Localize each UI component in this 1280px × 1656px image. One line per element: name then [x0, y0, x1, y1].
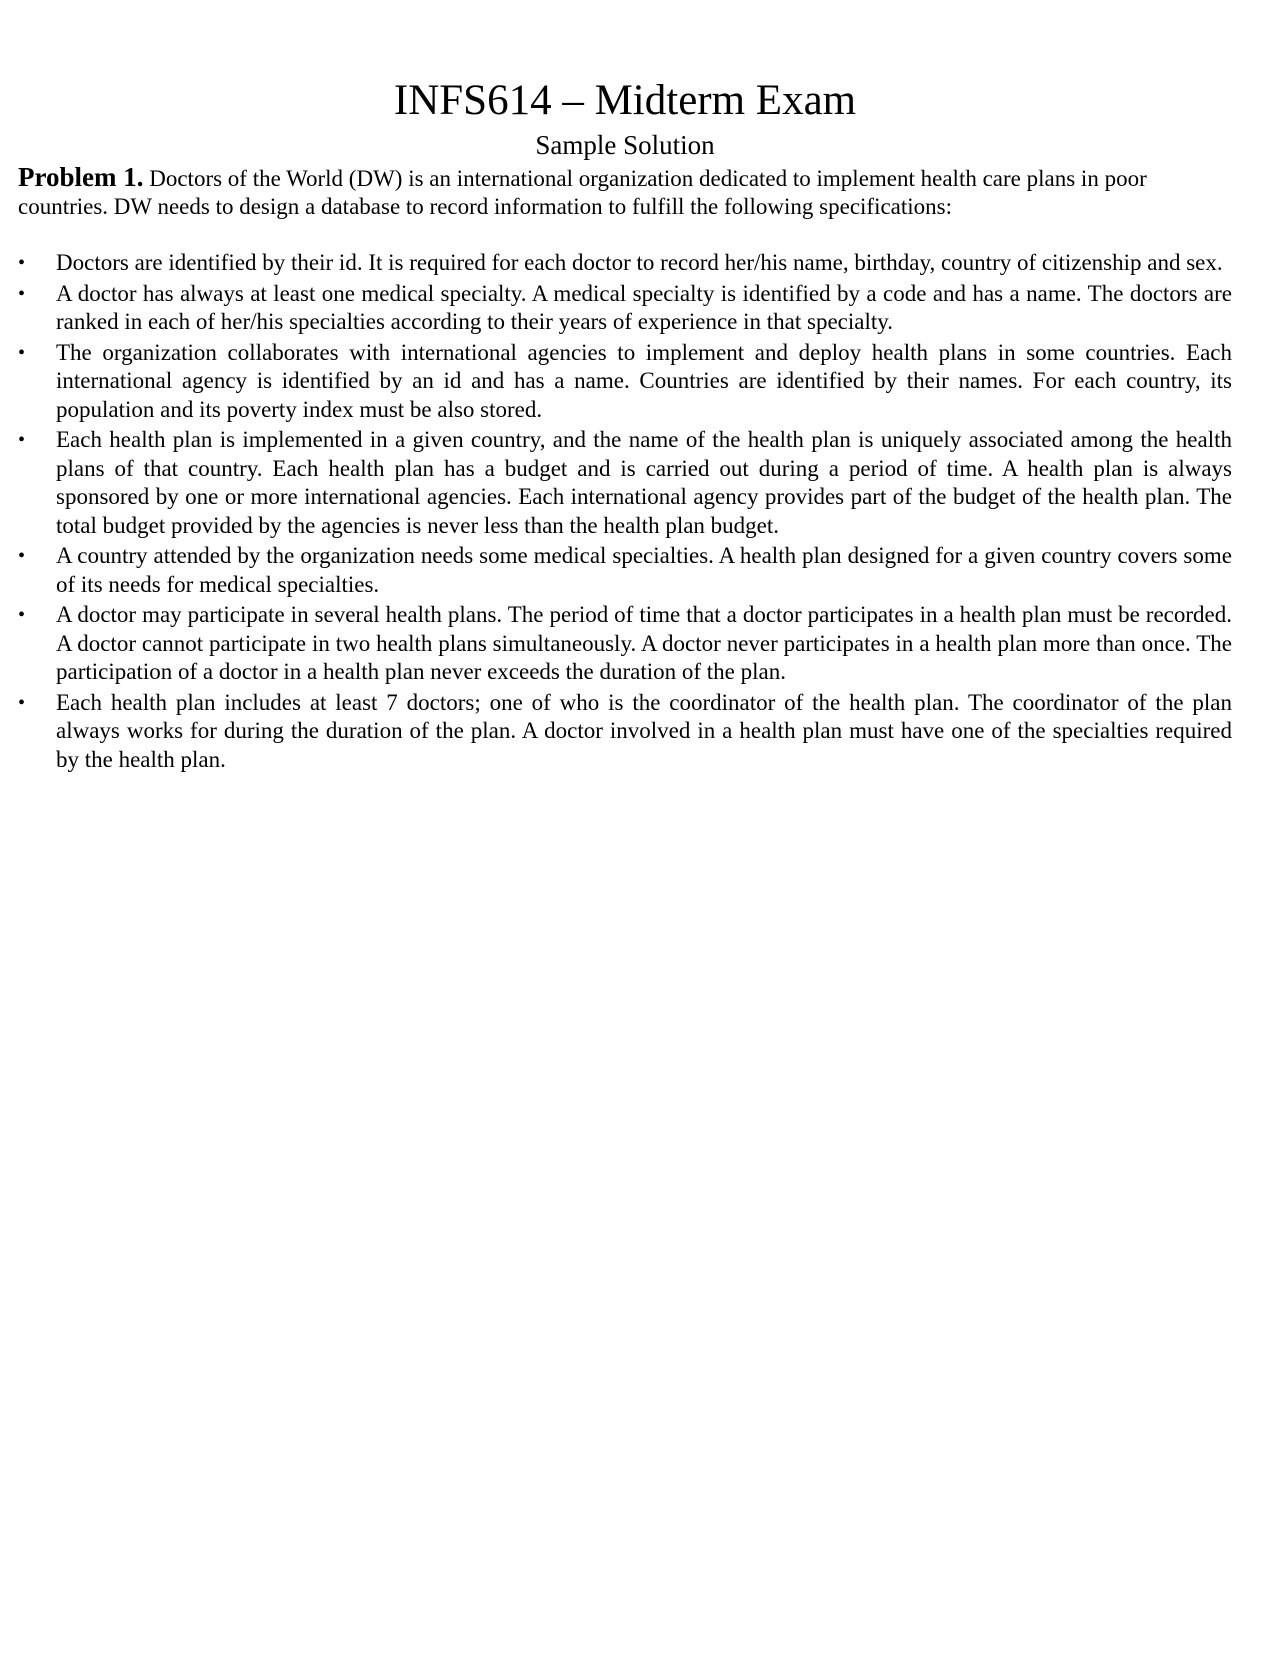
problem-intro-paragraph — [18, 163, 1232, 221]
list-item-text: Each health plan is implemented in a given country, and the name of the health plan is uniquely associated among the health plans of that country. Each health plan has a budget and is carried out during a period of time. A health plan is always sponsored by one or more international agencies. Each international agency provides part of the budget of the health plan. The total budget provided by the agencies is never less than the health plan budget. — [56, 427, 1232, 538]
list-item — [18, 689, 1232, 775]
list-item-text: A doctor may participate in several health plans. The period of time that a doctor participates in a health plan must be recorded. A doctor cannot participate in two health plans simultaneously. A doctor never participates in a health plan more than once. The participation of a doctor in a health plan never exceeds the duration of the plan. — [56, 602, 1232, 684]
list-item — [18, 339, 1232, 425]
page-title: INFS614 – Midterm Exam — [393, 77, 857, 124]
problem-intro-text: Doctors of the World (DW) is an international organization dedicated to implement health care plans in poor countries. DW needs to design a database to record information to fulfill the following specifications: — [18, 166, 1147, 219]
list-item — [18, 280, 1232, 337]
bullet-icon: • — [18, 252, 26, 274]
bullet-icon: • — [18, 429, 26, 451]
list-item — [18, 249, 1232, 278]
list-item-text: Doctors are identified by their id. It is required for each doctor to record her/his name, birthday, country of citizenship and sex. — [56, 250, 1223, 275]
list-item — [18, 426, 1232, 540]
bullet-icon: • — [18, 604, 26, 626]
problem-label: Problem 1. — [18, 162, 144, 192]
bullet-icon: • — [18, 691, 26, 714]
bullet-icon: • — [18, 341, 26, 364]
list-item-text: The organization collaborates with international agencies to implement and deploy health plans in some countries. Each international agency is identified by an id and has a name. Countries are identified by their names. For each country, its population and its poverty index must be also stored. — [56, 339, 1232, 422]
specifications-list — [18, 249, 1232, 774]
list-item-text: A country attended by the organization needs some medical specialties. A health plan designed for a given country covers some of its needs for medical specialties. — [56, 543, 1232, 597]
bullet-icon: • — [18, 545, 26, 567]
bullet-icon: • — [18, 282, 26, 305]
list-item-text: A doctor has always at least one medical specialty. A medical specialty is identified by a code and has a name. The doctors are ranked in each of her/his specialties according to their years of experience in that specialty. — [56, 280, 1232, 334]
document-page — [18, 74, 1232, 776]
list-item — [18, 542, 1232, 599]
page-subtitle: Sample Solution — [535, 130, 715, 160]
list-item — [18, 601, 1232, 687]
list-item-text: Each health plan includes at least 7 doctors; one of who is the coordinator of the health plan. The coordinator of the plan always works for during the duration of the plan. A doctor involved in a health plan must have one of the specialties required by the health plan. — [56, 689, 1232, 772]
